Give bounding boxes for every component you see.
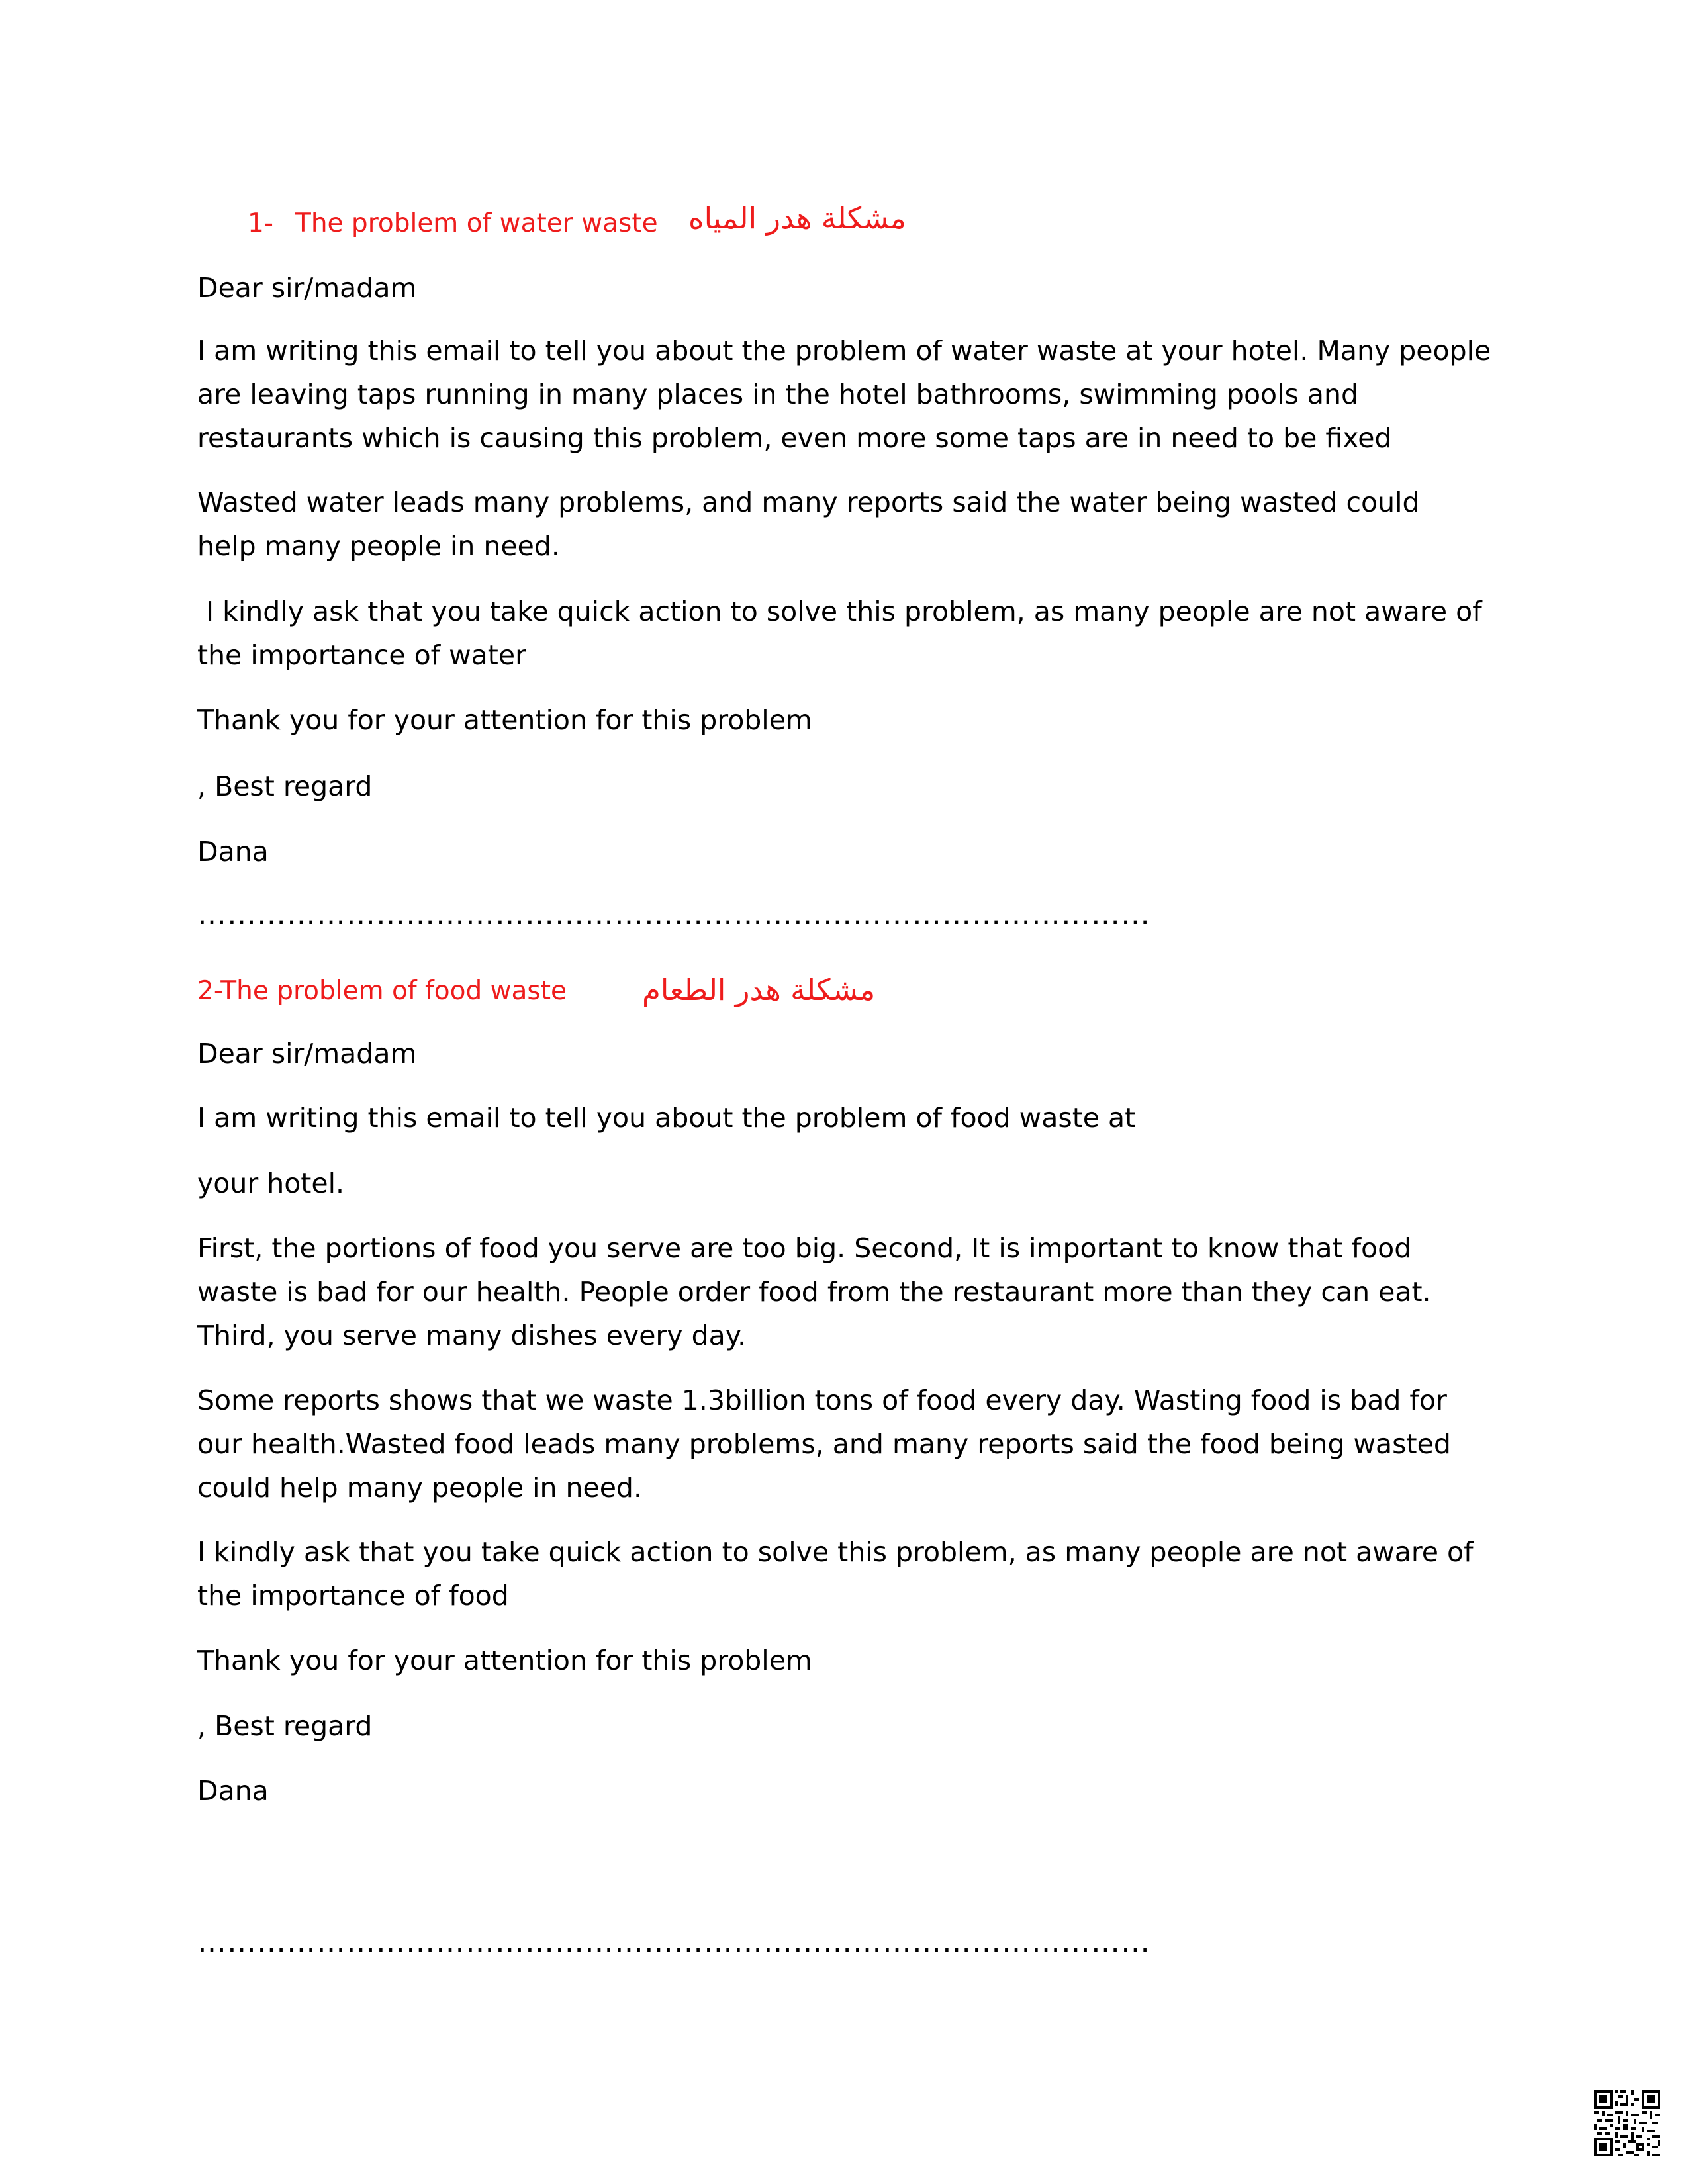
section1-paragraph-1: I am writing this email to tell you about the problem of water waste at your hotel. Many people are leaving taps running in many places in the hotel bathrooms, swimming pools and restaurants which is causing this problem, even more some taps are in need to be fixed [197,335,1500,454]
section1-title-arabic: مشكلة هدر المياه [688,201,906,236]
section1-paragraph-2: Wasted water leads many problems, and many reports said the water being wasted could help many people in need. [197,486,1429,562]
section2-title-arabic: مشكلة هدر الطعام [642,972,876,1007]
section2-paragraph-3: First, the portions of food you serve are too big. Second, It is important to know that food waste is bad for our health. People order food from the restaurant more than they can eat. Third, you serve many dishes every day. [197,1232,1440,1351]
section1-paragraph-3: I kindly ask that you take quick action to solve this problem, as many people are not aware of the importance of water [197,596,1491,671]
section1-greeting: Dear sir/madam [197,272,417,304]
section2-paragraph-1: I am writing this email to tell you about the problem of food waste at [197,1102,1136,1134]
section2-signature: Dana [197,1775,269,1807]
section1-thanks: Thank you for your attention for this problem [197,704,812,736]
section1-closing: , Best regard [197,770,373,802]
section2-greeting: Dear sir/madam [197,1038,417,1069]
section2-paragraph-5: I kindly ask that you take quick action to solve this problem, as many people are not aware of the importance of food [197,1536,1482,1612]
section1-title: The problem of water waste [295,208,658,238]
section2-paragraph-4: Some reports shows that we waste 1.3billion tons of food every day. Wasting food is bad for our health.Wasted food leads many problems, and many reports said the food being wasted could help many people in need. [197,1385,1460,1504]
qr-code-icon [1594,2090,1660,2156]
section1-signature: Dana [197,836,269,868]
section2-separator: …………………………………………………………………………………… [197,1925,1150,1959]
section2-paragraph-2: your hotel. [197,1167,345,1199]
section2-thanks: Thank you for your attention for this problem [197,1645,812,1676]
section1-separator: …………………………………………………………………………………… [197,897,1150,931]
section2-title: 2-The problem of food waste [197,976,567,1006]
section2-closing: , Best regard [197,1710,373,1742]
section1-number: 1- [248,208,273,238]
